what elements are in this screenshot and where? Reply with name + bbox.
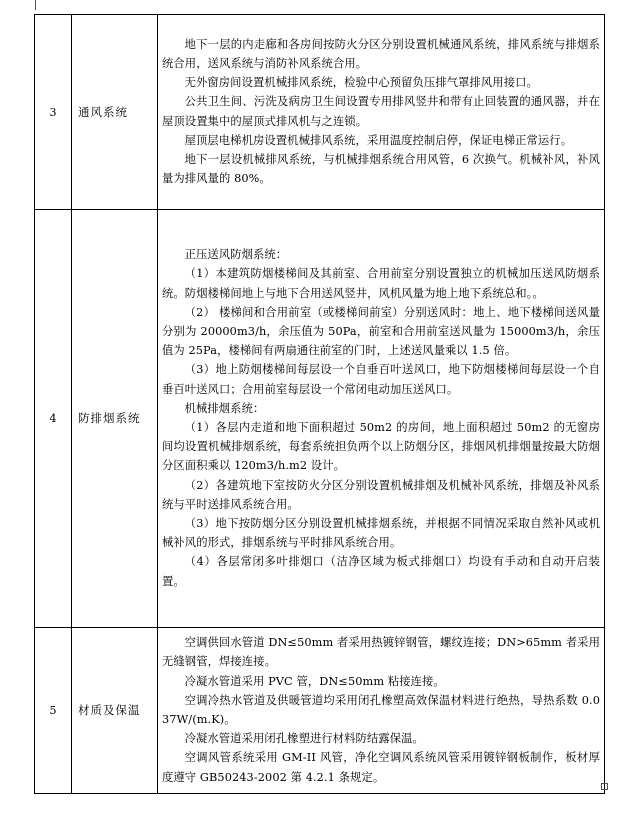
paragraph: （3）地下按防烟分区分别设置机械排烟系统，并根据不同情况采取自然补风或机械补风的形式，排烟系统与平时排风系统合用。 [162, 517, 600, 550]
paragraph: （1）各层内走道和地下面积超过 50m2 的房间，地上面积超过 50m2 的无窗房间均设置机械排烟系统，每套系统担负两个以上防烟分区，排烟风机排烟量按最大防烟分区面积乘以 120m3/h.m2 设计。 [162, 421, 600, 473]
paragraph: 机械排烟系统： [184, 401, 265, 415]
paragraph: 冷凝水管道采用闭孔橡塑进行材料防结露保温。 [184, 732, 424, 746]
row-name: 防排烟系统 [72, 210, 158, 628]
row-content [158, 15, 605, 210]
row-number: 5 [35, 628, 72, 794]
row-name: 通风系统 [72, 15, 158, 210]
paragraph: 冷凝水管道采用 PVC 管，DN≤50mm 粘接连接。 [184, 674, 445, 688]
row-content [158, 628, 605, 794]
paragraph: 地下一层的内走廊和各房间按防火分区分别设置机械通风系统，排风系统与排烟系统合用，送风系统与消防补风系统合用。 [162, 37, 600, 70]
paragraph: 空调冷热水管道及供暖管道均采用闭孔橡塑高效保温材料进行绝热，导热系数 0.037W/(m.K)。 [162, 693, 600, 726]
row-number: 3 [35, 15, 72, 210]
paragraph: 地下一层设机械排风系统，与机械排烟系统合用风管，6 次换气。机械补风，补风量为排风量的 80%。 [162, 152, 600, 186]
paragraph: （1）本建筑防烟楼梯间及其前室、合用前室分别设置独立的机械加压送风防烟系统。防烟楼梯间地上与地下合用送风竖井，风机风量为地上地下系统总和。。 [162, 267, 600, 300]
row-content [158, 210, 605, 628]
paragraph: 空调供回水管道 DN≤50mm 者采用热镀锌钢管，螺纹连接；DN>65mm 者采用无缝钢管，焊接连接。 [162, 636, 600, 669]
table-row [35, 628, 605, 794]
paragraph: 公共卫生间、污洗及病房卫生间设置专用排风竖井和带有止回装置的通风器，并在屋顶设置集中的屋顶式排风机与之连锁。 [162, 95, 600, 128]
paragraph: 屋顶层电梯机房设置机械排风系统，采用温度控制启停，保证电梯正常运行。 [184, 133, 573, 147]
specification-table [34, 14, 605, 794]
paragraph: 空调风管系统采用 GM-II 风管，净化空调风系统风管采用镀锌钢板制作，板材厚度遵守 GB50243-2002 第 4.2.1 条规定。 [162, 751, 600, 784]
paragraph: （4）各层常闭多叶排烟口（洁净区域为板式排烟口）均设有手动和自动开启装置。 [162, 555, 600, 588]
row-name: 材质及保温 [72, 628, 158, 794]
paragraph-end-mark [601, 783, 608, 790]
paragraph: （3）地上防烟楼梯间每层设一个自垂百叶送风口，地下防烟楼梯间每层设一个自垂百叶送风口；合用前室每层设一个常闭电动加压送风口。 [162, 363, 600, 396]
paragraph: 无外窗房间设置机械排风系统，检验中心预留负压排气罩排风用接口。 [184, 76, 538, 90]
table-row [35, 15, 605, 210]
paragraph: 正压送风防烟系统： [184, 248, 288, 262]
row-number: 4 [35, 210, 72, 628]
page-corner-mark [25, 0, 36, 10]
paragraph: （2）各建筑地下室按防火分区分别设置机械排烟及机械补风系统，排烟及补风系统与平时送排风系统合用。 [162, 478, 600, 511]
paragraph: （2） 楼梯间和合用前室（或楼梯间前室）分别送风时：地上、地下楼梯间送风量分别为 20000m3/h，余压值为 50Pa，前室和合用前室送风量为 15000m3/h，余压值为 25Pa，楼梯间有两扇通往前室的门时，上述送风量乘以 1.5 倍。 [162, 305, 600, 358]
table-row [35, 210, 605, 628]
